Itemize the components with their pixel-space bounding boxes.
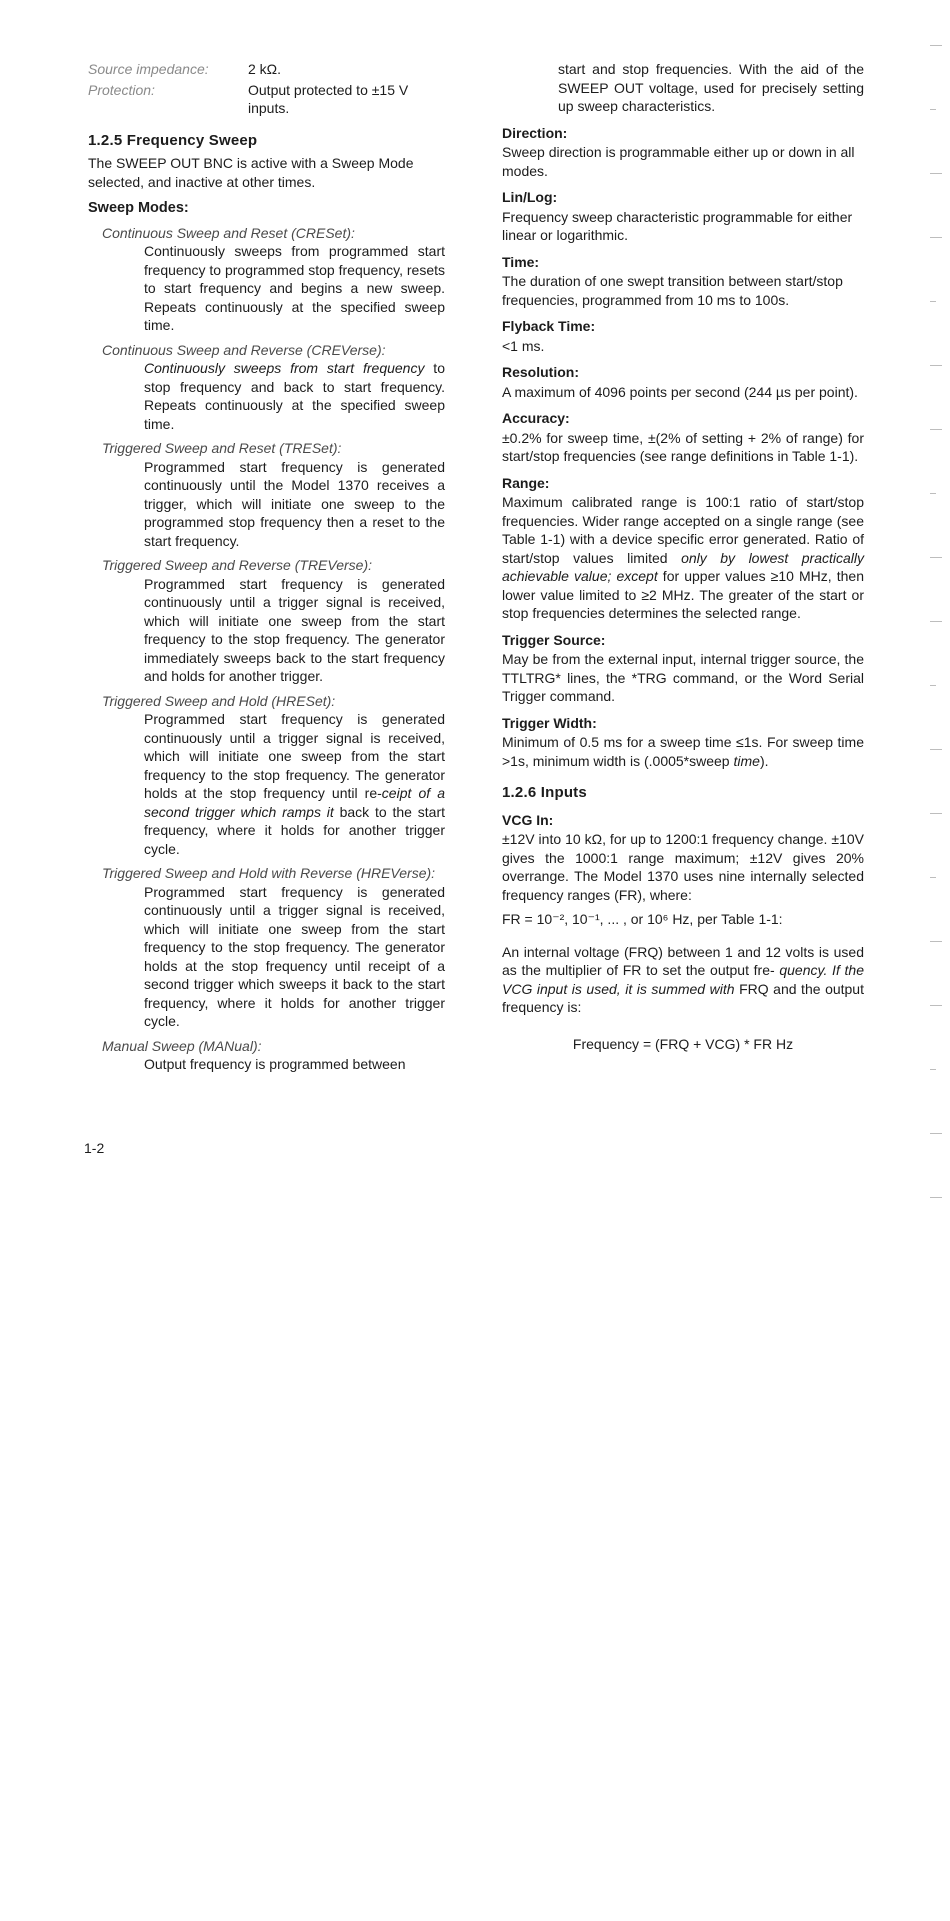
flyback-heading: Flyback Time: [502,318,596,334]
margin-tick [930,237,942,238]
time-heading: Time: [502,253,540,270]
margin-tick [930,1069,936,1070]
margin-tick [930,941,942,942]
spec-label: Source impedance: [88,61,209,77]
range-text-1: Maximum calibrated range is 100:1 ratio of start/stop frequencies. Wider range accepted on a single range (see Table 1-1) with a device specific error generated. Ratio of start/stop values limited [502,494,864,566]
sweep-modes-heading: Sweep Modes: [88,200,189,216]
mode-title: Continuous Sweep and Reset (CRESet): [102,224,355,241]
trigger-source-text: May be from the external input, internal trigger source, the TTLTRG* lines, the *TRG command, or the Word Serial Trigger command. [502,651,864,704]
spec-value: Output protected to ±15 V inputs. [248,81,409,116]
margin-tick [930,1133,942,1134]
mode-treverse [88,556,445,686]
margin-tick [930,109,936,110]
frq-text-italic: quency. If the VCG input is used, it is summed with [502,962,864,997]
frq-text-2: FRQ and the output frequency is: [502,980,864,1015]
trigger-width-text [502,733,864,770]
margin-tick [930,173,942,174]
spec-value: 2 kΩ. [248,61,282,77]
margin-tick [930,45,942,46]
trigger-source-heading: Trigger Source: [502,631,606,648]
resolution-text: A maximum of 4096 points per second (244 µs per point). [502,383,858,400]
spec-label: Protection: [88,81,155,98]
linlog-heading: Lin/Log: [502,189,558,205]
fr-formula: FR = 10⁻², 10⁻¹, ... , or 10⁶ Hz, per Table 1-1: [502,911,783,927]
trigger-width-italic: time [733,752,760,769]
direction-heading: Direction: [502,124,568,141]
range-text-italic: only by lowest practically achievable value; except [502,549,865,584]
mode-body: Programmed start frequency is generated continuously until the Model 1370 receives a trigger, which will initiate one sweep to the programmed stop frequency then a reset to the start frequency. [144,458,445,549]
mode-body: Continuously sweeps from programmed start frequency to programmed stop frequency, resets to start frequency and begins a new sweep. Repeats continuously at the specified sweep time. [144,243,445,333]
range-text-2: for upper values ≥10 MHz, then lower value limited to ≥2 MHz. The greater of the start or stop frequencies determines the selected range. [502,568,864,621]
margin-tick [930,429,942,430]
mode-title: Manual Sweep (MANual): [102,1037,262,1054]
mode-manual [88,1037,445,1074]
section-heading-frequency-sweep: 1.2.5 Frequency Sweep [88,131,258,149]
mode-title: Triggered Sweep and Hold (HRESet): [102,692,336,709]
resolution-heading: Resolution: [502,364,579,380]
mode-body: Output frequency is programmed between [144,1056,406,1072]
manual-sweep-continuation: start and stop frequencies. With the aid of the SWEEP OUT voltage, used for precisely setting up sweep characteristics. [558,61,864,114]
flyback-text: <1 ms. [502,337,545,354]
margin-tick [930,685,936,686]
trigger-width-text-1: Minimum of 0.5 ms for a sweep time ≤1s. For sweep time >1s, minimum width is (.0005*sweep [502,734,864,769]
margin-tick [930,557,942,558]
mode-body: Programmed start frequency is generated continuously until a trigger signal is received, which will initiate one sweep from the start frequency to the stop frequency. The generator immediately sweeps back to the start frequency and holds for another trigger. [144,575,445,684]
left-column [88,60,445,1074]
mode-body: Programmed start frequency is generated continuously until a trigger signal is received, which will initiate one sweep from the start frequency to the stop frequency. The generator holds at the stop frequency until receipt of a second trigger which sweeps it back to the start frequency, where it holds for another trigger cycle. [144,883,445,1029]
mode-hreset [88,692,445,859]
time-text: The duration of one swept transition between start/stop frequencies, programmed from 10 ms to 100s. [502,273,843,308]
mode-title: Triggered Sweep and Hold with Reverse (HREVerse): [102,865,436,881]
vcg-heading: VCG In: [502,811,554,828]
spec-source-impedance [88,60,445,79]
mode-body-tail: back to the start frequency, where it holds for another trigger cycle. [144,803,446,857]
margin-tick [930,493,936,494]
mode-title: Continuous Sweep and Reverse (CREVerse): [102,341,386,358]
mode-body-italic: ceipt of a second trigger which ramps it [144,785,445,820]
direction-text: Sweep direction is programmable either up or down in all modes. [502,144,855,179]
mode-treset [88,439,445,550]
mode-body-italic: Continuously sweeps from start frequency [144,360,425,376]
margin-tick [930,877,936,878]
trigger-width-heading: Trigger Width: [502,714,597,731]
mode-body-text: to stop frequency and back to start frequency. Repeats continuously at the specified sweep time. [144,360,445,432]
linlog-text: Frequency sweep characteristic programmable for either linear or logarithmic. [502,208,853,243]
mode-body [88,710,445,858]
range-heading: Range: [502,474,550,491]
accuracy-text: ±0.2% for sweep time, ±(2% of setting + 2% of range) for start/stop frequencies (see range definitions in Table 1-1). [502,429,864,464]
margin-tick [930,1197,942,1198]
mode-hreverse [88,864,445,1031]
right-column [502,60,864,1053]
margin-tick [930,301,936,302]
mode-title: Triggered Sweep and Reverse (TREVerse): [102,557,372,573]
mode-creset [88,224,445,335]
mode-creverse [88,341,445,434]
frequency-equation: Frequency = (FRQ + VCG) * FR Hz [572,1035,794,1052]
margin-tick [930,621,942,622]
margin-tick [930,813,942,814]
margin-tick [930,749,942,750]
mode-body [88,359,445,433]
range-text [502,493,864,623]
frq-text-1: An internal voltage (FRQ) between 1 and 12 volts is used as the multiplier of FR to set the output fre- [502,943,864,978]
mode-title: Triggered Sweep and Reset (TRESet): [102,440,342,456]
page-number: 1-2 [84,1140,105,1156]
frq-text [502,943,864,1017]
sweep-intro: The SWEEP OUT BNC is active with a Sweep Mode selected, and inactive at other times. [88,155,414,190]
mode-body-text: Programmed start frequency is generated continuously until a trigger signal is received, which will initiate one sweep from the start frequency to the stop frequency. The generator holds at the stop frequency until re- [144,711,445,801]
spec-protection [88,81,445,118]
section-heading-inputs: 1.2.6 Inputs [502,784,587,801]
trigger-width-text-2: ). [759,752,769,769]
accuracy-heading: Accuracy: [502,410,570,426]
margin-tick [930,1005,942,1006]
vcg-text: ±12V into 10 kΩ, for up to 1200:1 frequency change. ±10V gives the 1000:1 range maximum; ±12V gives 20% overrange. The Model 1370 uses nine internally selected frequency ranges (FR), where: [502,831,864,903]
margin-tick [930,365,942,366]
